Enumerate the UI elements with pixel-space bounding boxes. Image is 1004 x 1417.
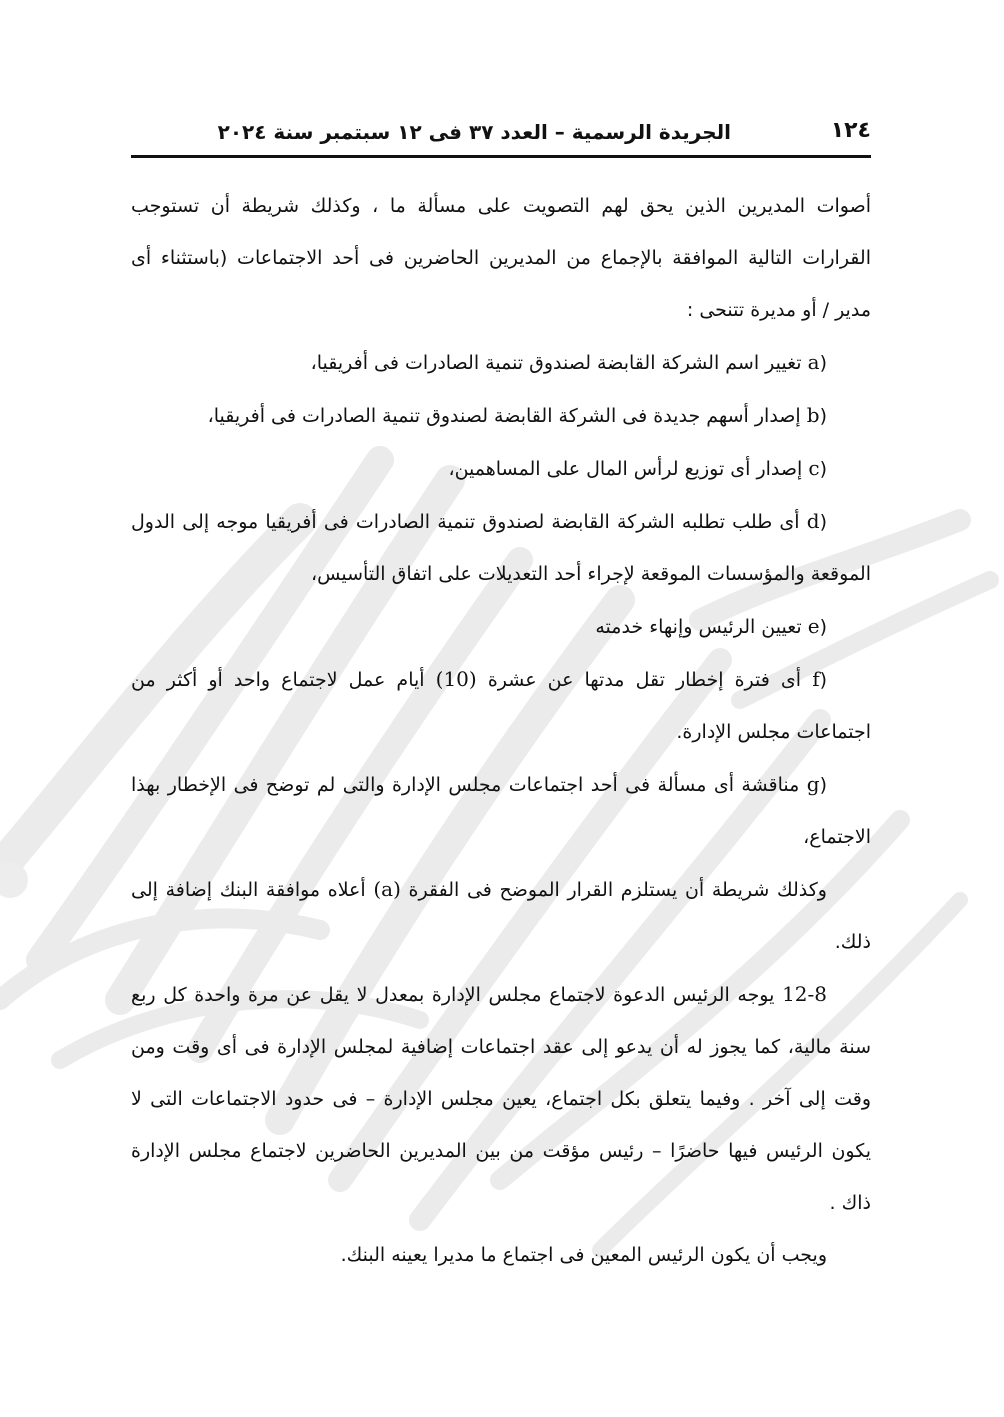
section-paragraph — [131, 968, 871, 1229]
item-text: تعيين الرئيس وإنهاء خدمته — [595, 616, 802, 638]
condition-text: أعلاه موافقة البنك إضافة إلى ذلك. — [131, 879, 871, 953]
list-item — [131, 758, 871, 863]
list-item — [131, 600, 871, 653]
condition-text: وكذلك شريطة أن يستلزم القرار الموضح فى الفقرة — [408, 879, 827, 901]
document-body — [131, 180, 871, 1281]
condition-ref: (a) — [373, 877, 401, 901]
item-marker-open: ( — [819, 669, 828, 691]
item-marker-open: ( — [819, 511, 827, 533]
item-text: أى طلب تطلبه الشركة القابضة لصندوق تنمية الصادرات فى أفريقيا موجه إلى الدول الموقعة والمؤسسات الموقعة لإجراء أحد التعديلات على اتفاق التأسيس، — [131, 511, 871, 585]
item-marker: f — [812, 667, 820, 691]
item-text: إصدار أسهم جديدة فى الشركة القابضة لصندوق تنمية الصادرات فى أفريقيا، — [207, 405, 801, 427]
item-text: إصدار أى توزيع لرأس المال على المساهمين، — [448, 458, 803, 480]
page-number: ١٢٤ — [830, 118, 871, 143]
page-header — [131, 112, 871, 150]
list-item — [131, 389, 871, 442]
section-number: 12-8 — [782, 982, 827, 1006]
condition-paragraph — [131, 863, 871, 968]
item-text: مناقشة أى مسألة فى أحد اجتماعات مجلس الإدارة والتى لم توضح فى الإخطار بهذا الاجتماع، — [131, 774, 871, 848]
intro-paragraph: أصوات المديرين الذين يحق لهم التصويت على مسألة ما ، وكذلك شريطة أن تستوجب القرارات التالية الموافقة بالإجماع من المديرين الحاضرين فى أحد الاجتماعات (باستثناء أى مدير / أو مديرة تتنحى : — [131, 195, 871, 321]
header-title: الجريدة الرسمية – العدد ٣٧ فى ١٢ سبتمبر سنة ٢٠٢٤ — [217, 120, 731, 144]
item-marker: c — [808, 456, 820, 480]
list-item — [131, 653, 871, 758]
item-marker-open: ( — [819, 352, 827, 374]
header-rule — [131, 155, 871, 158]
item-marker: e — [807, 614, 820, 638]
item-marker: a — [807, 350, 820, 374]
item-text: أيام عمل لاجتماع واحد أو أكثر من اجتماعات مجلس الإدارة. — [131, 669, 871, 743]
watermark-dot — [0, 862, 28, 898]
item-marker-open: ( — [819, 458, 827, 480]
item-marker: d — [806, 509, 820, 533]
final-paragraph: ويجب أن يكون الرئيس المعين فى اجتماع ما مديرا يعينه البنك. — [340, 1244, 827, 1266]
item-text: تغيير اسم الشركة القابضة لصندوق تنمية الصادرات فى أفريقيا، — [310, 352, 802, 374]
list-item — [131, 495, 871, 600]
item-number: (10) — [435, 667, 477, 691]
item-text: أى فترة إخطار تقل مدتها عن عشرة — [487, 669, 802, 691]
section-text: يوجه الرئيس الدعوة لاجتماع مجلس الإدارة بمعدل لا يقل عن مرة واحدة كل ربع سنة مالية، كما يجوز له أن يدعو إلى عقد اجتماعات إضافية لمجلس الإدارة فى أى وقت ومن وقت إلى آخر . وفيما يتعلق بكل اجتماع، يعين مجلس الإدارة – فى حدود الاجتماعات التى لا يكون الرئيس فيها حاضرًا – رئيس مؤقت من بين المديرين الحاضرين لاجتماع مجلس الإدارة ذاك . — [131, 984, 871, 1214]
list-item — [131, 442, 871, 495]
item-marker-open: ( — [819, 774, 827, 796]
item-marker-open: ( — [819, 405, 827, 427]
list-item — [131, 336, 871, 389]
item-marker: b — [806, 403, 820, 427]
item-marker-open: ( — [819, 616, 827, 638]
item-marker: g — [806, 772, 820, 796]
